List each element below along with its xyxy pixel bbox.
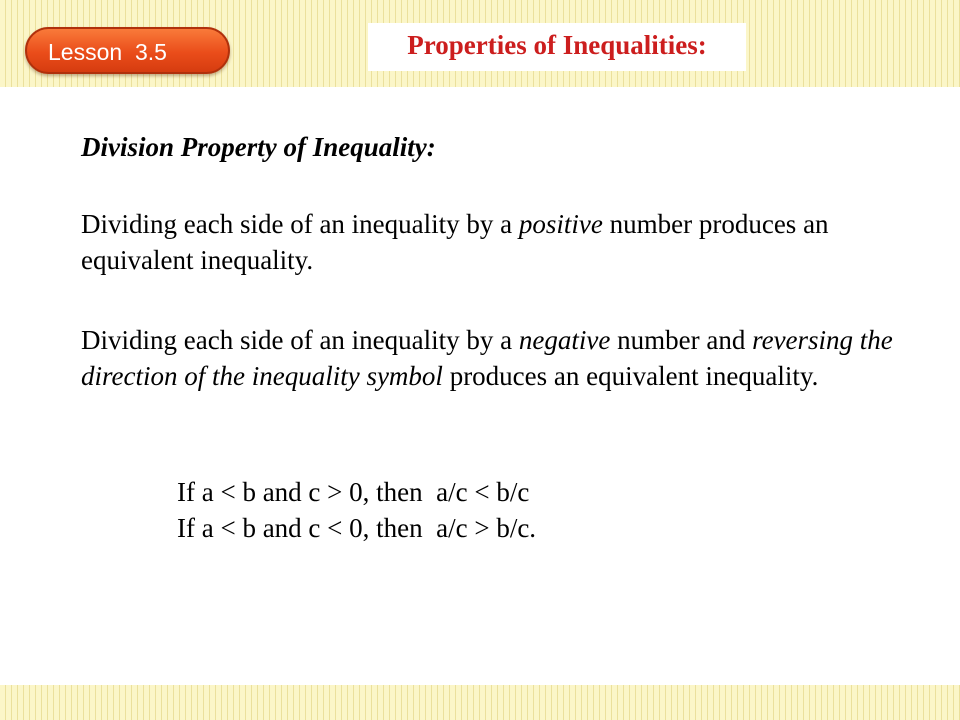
rule-negative-divisor: If a < b and c < 0, then a/c > b/c.: [177, 513, 537, 543]
section-heading: Division Property of Inequality:: [81, 132, 436, 162]
paragraph-text: produces an equivalent inequality.: [442, 361, 819, 391]
slide-title: Properties of Inequalities:: [407, 30, 707, 60]
emphasis-negative: negative: [518, 325, 611, 355]
title-box: [368, 23, 746, 71]
bottom-decorative-band: [0, 685, 960, 720]
paragraph-text: Dividing each side of an inequality by a: [81, 325, 519, 355]
paragraph-text: number produces an equivalent inequality.: [81, 209, 829, 275]
emphasis-reversing-direction: reversing the direction of the inequality symbol: [81, 325, 893, 391]
paragraph-text: number and: [610, 325, 753, 355]
negative-divisor-paragraph: [81, 322, 901, 394]
positive-divisor-paragraph: [81, 206, 901, 278]
rule-positive-divisor: If a < b and c > 0, then a/c < b/c: [177, 477, 530, 507]
paragraph-text: Dividing each side of an inequality by a: [81, 209, 519, 239]
lesson-label: Lesson 3.5: [48, 39, 167, 65]
emphasis-positive: positive: [518, 209, 603, 239]
